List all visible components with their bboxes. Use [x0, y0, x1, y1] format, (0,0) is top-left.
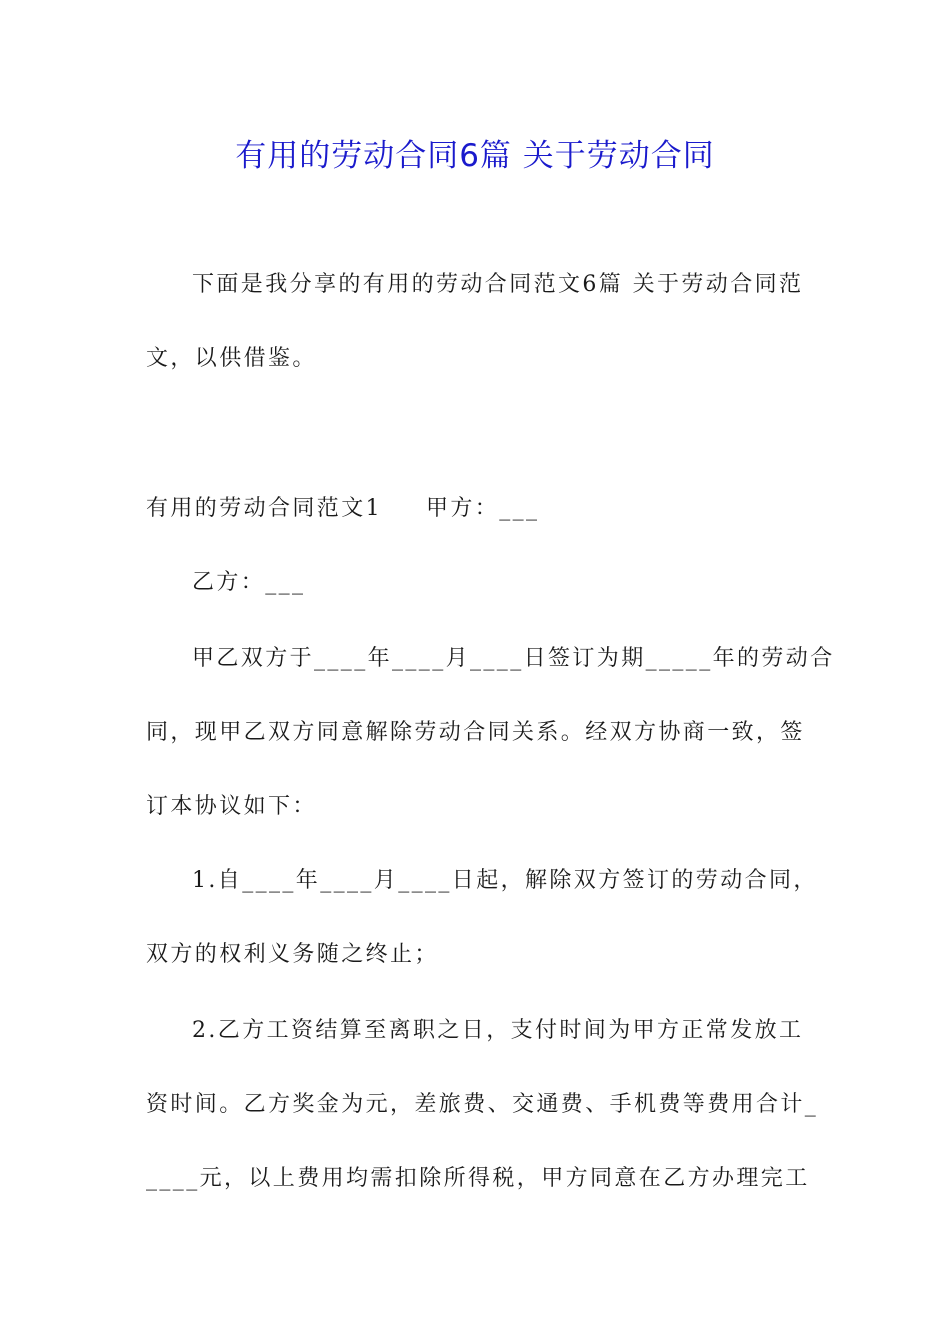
paragraph-1-line-3: 订本协议如下： [146, 794, 317, 819]
section-heading-row [146, 494, 810, 524]
intro-line-1: 下面是我分享的有用的劳动合同范文6篇 关于劳动合同范 [192, 272, 804, 297]
paragraph-1-line-1: 甲乙双方于____年____月____日签订为期_____年的劳动合 [192, 646, 835, 671]
item-2-line-2: 资时间。乙方奖金为元，差旅费、交通费、手机费等费用合计_ [146, 1092, 819, 1117]
item-1-line-2: 双方的权利义务随之终止； [146, 942, 439, 967]
party-b-field: 乙方：___ [192, 570, 306, 595]
paragraph-1-line-2: 同，现甲乙双方同意解除劳动合同关系。经双方协商一致，签 [146, 720, 805, 745]
item-2-line-3: ____元，以上费用均需扣除所得税，甲方同意在乙方办理完工 [146, 1166, 810, 1191]
item-2-line-1: 2.乙方工资结算至离职之日，支付时间为甲方正常发放工 [192, 1018, 804, 1043]
section-heading: 有用的劳动合同范文1 [146, 496, 382, 521]
party-a-field: 甲方：___ [426, 496, 540, 521]
item-1-line-1: 1.自____年____月____日起，解除双方签订的劳动合同， [192, 868, 818, 893]
page-title: 有用的劳动合同6篇 关于劳动合同 [235, 138, 715, 174]
intro-line-2: 文，以供借鉴。 [146, 346, 317, 371]
